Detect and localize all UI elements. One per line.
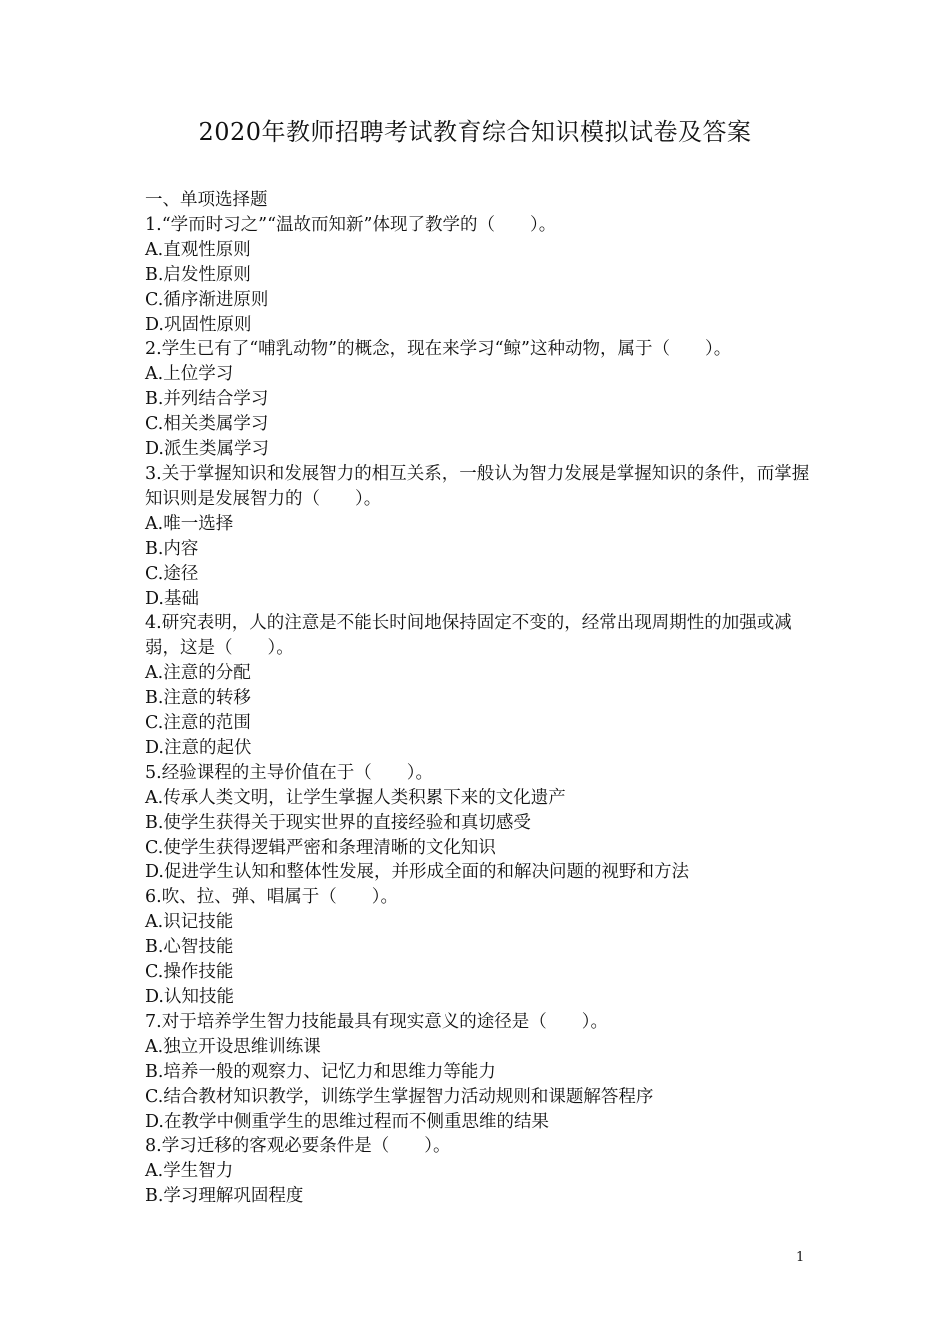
answer-option: A.注意的分配 — [145, 663, 251, 684]
answer-option: C.相关类属学习 — [145, 414, 269, 435]
question-text: 1.“学而时习之”“温故而知新”体现了教学的（ ）。 — [145, 214, 557, 235]
question-text: 5.经验课程的主导价值在于（ ）。 — [145, 762, 433, 783]
answer-option: C.循序渐进原则 — [145, 289, 269, 310]
section-heading: 一、单项选择题 — [145, 190, 268, 210]
answer-option: D.基础 — [145, 588, 199, 609]
question-text: 4.研究表明，人的注意是不能长时间地保持固定不变的，经常出现周期性的加强或减弱，这是（ ）。 — [145, 613, 792, 659]
answer-option: A.识记技能 — [145, 912, 234, 933]
answer-option: D.促进学生认知和整体性发展，并形成全面的和解决问题的视野和方法 — [145, 862, 689, 883]
question-text: 7.对于培养学生智力技能最具有现实意义的途径是（ ）。 — [145, 1011, 608, 1032]
page-number: 1 — [796, 1250, 805, 1265]
question-block — [145, 213, 813, 338]
answer-option: C.结合教材知识教学，训练学生掌握智力活动规则和课题解答程序 — [145, 1086, 654, 1107]
answer-option: B.启发性原则 — [145, 264, 251, 285]
question-block — [145, 1134, 813, 1209]
answer-option: A.唯一选择 — [145, 513, 234, 534]
question-block — [145, 761, 813, 886]
answer-option: D.注意的起伏 — [145, 737, 252, 758]
question-text: 8.学习迁移的客观必要条件是（ ）。 — [145, 1136, 451, 1157]
answer-option: A.独立开设思维训练课 — [145, 1036, 321, 1057]
answer-option: B.注意的转移 — [145, 688, 251, 709]
answer-option: D.派生类属学习 — [145, 439, 269, 460]
document-title: 2020年教师招聘考试教育综合知识模拟试卷及答案 — [198, 118, 752, 146]
question-block — [145, 885, 813, 1010]
answer-option: B.内容 — [145, 538, 199, 559]
answer-option: A.传承人类文明，让学生掌握人类积累下来的文化遗产 — [145, 787, 566, 808]
question-text: 2.学生已有了“哺乳动物”的概念，现在来学习“鲸”这种动物，属于（ ）。 — [145, 339, 732, 360]
answer-option: D.在教学中侧重学生的思维过程而不侧重思维的结果 — [145, 1111, 549, 1132]
question-text: 6.吹、拉、弹、唱属于（ ）。 — [145, 887, 398, 908]
answer-option: A.学生智力 — [145, 1161, 234, 1182]
answer-option: A.上位学习 — [145, 364, 234, 385]
question-block — [145, 611, 813, 760]
answer-option: C.使学生获得逻辑严密和条理清晰的文化知识 — [145, 837, 496, 858]
answer-option: D.巩固性原则 — [145, 314, 252, 335]
question-block — [145, 337, 813, 462]
answer-option: B.并列结合学习 — [145, 389, 269, 410]
question-block — [145, 462, 813, 611]
question-text: 3.关于掌握知识和发展智力的相互关系，一般认为智力发展是掌握知识的条件，而掌握知识则是发展智力的（ ）。 — [145, 463, 810, 509]
answer-option: A.直观性原则 — [145, 239, 251, 260]
answer-option: B.培养一般的观察力、记忆力和思维力等能力 — [145, 1061, 496, 1082]
answer-option: C.注意的范围 — [145, 713, 251, 734]
answer-option: C.途径 — [145, 563, 199, 584]
document-body — [145, 188, 813, 1209]
answer-option: D.认知技能 — [145, 987, 234, 1007]
answer-option: B.心智技能 — [145, 937, 234, 958]
answer-option: B.学习理解巩固程度 — [145, 1186, 304, 1207]
answer-option: C.操作技能 — [145, 962, 234, 983]
answer-option: B.使学生获得关于现实世界的直接经验和真切感受 — [145, 812, 531, 833]
question-block — [145, 1010, 813, 1135]
